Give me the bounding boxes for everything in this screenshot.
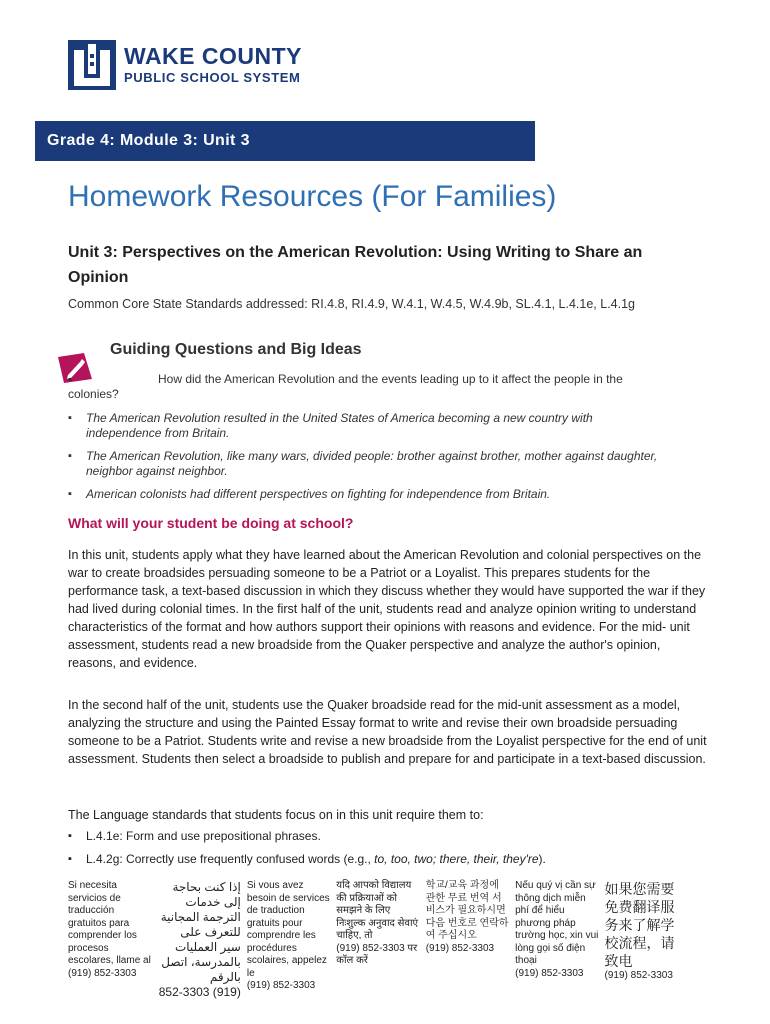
list-item: ▪ L.4.1e: Form and use prepositional phrases. xyxy=(68,828,546,844)
translation-phone: (919) 852-3303 पर कॉल करें xyxy=(336,942,418,966)
logo-text xyxy=(124,43,302,85)
guiding-questions-list xyxy=(68,372,668,510)
translation-phone: (919) 852-3303 xyxy=(515,967,584,979)
translation-text: 如果您需要免费翻译服务来了解学校流程，请致电 xyxy=(604,881,675,969)
logo-line1: WAKE COUNTY xyxy=(124,43,302,69)
guiding-question: How did the American Revolution and the events leading up to it affect the people in the colonies? xyxy=(68,372,623,401)
translation-phone: (919) 852-3303 xyxy=(68,967,137,979)
translation-french xyxy=(247,880,330,990)
list-item xyxy=(68,851,546,867)
translation-phone: (919) 852-3303 xyxy=(158,985,241,999)
language-intro: The Language standards that students focus on in this unit require them to: xyxy=(68,808,484,822)
grade-module-banner: Grade 4: Module 3: Unit 3 xyxy=(35,121,535,161)
language-list xyxy=(68,828,546,874)
bullet-icon: ▪ xyxy=(68,372,73,386)
translation-vietnamese xyxy=(515,880,598,990)
translation-arabic xyxy=(157,880,241,999)
translation-spanish xyxy=(68,880,151,990)
translation-text: Si necesita servicios de traducción gratuitos para comprender los procesos escolares, llame al xyxy=(68,880,151,966)
translation-phone: (919) 852-3303 xyxy=(246,980,316,991)
item-prefix: L.4.2g: Correctly use frequently confused words (e.g., xyxy=(86,852,375,866)
list-item: ▪ The American Revolution, like many wars, divided people: brother against brother, mother against daughter, neighbor against neighbor. xyxy=(68,449,668,479)
school-paragraph-1: In this unit, students apply what they have learned about the American Revolution and colonial perspectives on the war to create broadsides persuading someone to be a Patriot or a Loyalist. This prepares students for the performance task, a text-based discussion in which they discuss whether they would have supported the war if they had lived during colonial times. In the first half of the unit, students read and analyze opinion writing to understand characteristics of the format and how authors support their opinions with reasons and evidence. For the mid- unit assessment, students read a new broadside from the Quaker perspective and analyze the author's opinion, reasons, and evidence. xyxy=(68,548,706,670)
translation-text: Nếu quý vị cần sự thông dịch miễn phí để hiểu phương pháp trường học, xin vui lòng gọi số điện thoại xyxy=(515,880,599,966)
school-section-heading: What will your student be doing at school? xyxy=(68,515,354,531)
translation-text: إذا كنت بحاجة إلى خدمات الترجمة المجانية للتعرف على سير العمليات بالمدرسة، اتصل بالرقم xyxy=(160,880,241,984)
school-paragraph-2: In the second half of the unit, students use the Quaker broadside read for the mid-unit assessment as a model, analyzing the structure and using the Painted Essay format to write and revise their own broadside persuading someone to be a Patriot. Students write and revise a new broadside from the Loyalist perspective for the end of unit assessment. Students then select a broadside to publish and prepare for and participate in a text-based discussion. xyxy=(68,698,707,766)
item-suffix: ). xyxy=(538,852,546,866)
wcpss-logo-icon xyxy=(68,40,116,90)
translation-notices xyxy=(68,880,688,999)
list-item xyxy=(68,372,668,402)
list-item: ▪ American colonists had different perspectives on fighting for independence from Britain. xyxy=(68,487,668,502)
guiding-questions-heading: Guiding Questions and Big Ideas xyxy=(110,341,362,358)
list-item: ▪ The American Revolution resulted in the United States of America becoming a new country with independence from Britain. xyxy=(68,411,668,441)
translation-phone: (919) 852-3303 xyxy=(425,942,495,954)
translation-hindi xyxy=(336,880,419,990)
item-examples: to, too, two; there, their, they're xyxy=(374,852,539,866)
logo-line2: PUBLIC SCHOOL SYSTEM xyxy=(124,70,301,85)
translation-text: Si vous avez besoin de services de traduction gratuits pour comprendre les procédures scolaires, appelez le xyxy=(246,880,330,979)
page-title: Homework Resources (For Families) xyxy=(68,180,557,213)
translation-text: यदि आपको विद्यालय की प्रक्रियाओं को समझने के लिए निःशुल्क अनुवाद सेवाएं चाहिए, तो xyxy=(336,880,419,941)
unit-title: Unit 3: Perspectives on the American Revolution: Using Writing to Share an Opinion xyxy=(68,244,643,286)
translation-korean xyxy=(426,880,509,990)
translation-text: 학교/교육 과정에 관한 무료 번역 서비스가 필요하시면 다음 번호로 연락하여 주십시오 xyxy=(425,880,509,941)
translation-chinese xyxy=(605,880,688,990)
translation-phone: (919) 852-3303 xyxy=(604,970,673,981)
standards-line: Common Core State Standards addressed: RI.4.8, RI.4.9, W.4.1, W.4.5, W.4.9b, SL.4.1, L.4.1e, L.4.1g xyxy=(68,297,635,311)
